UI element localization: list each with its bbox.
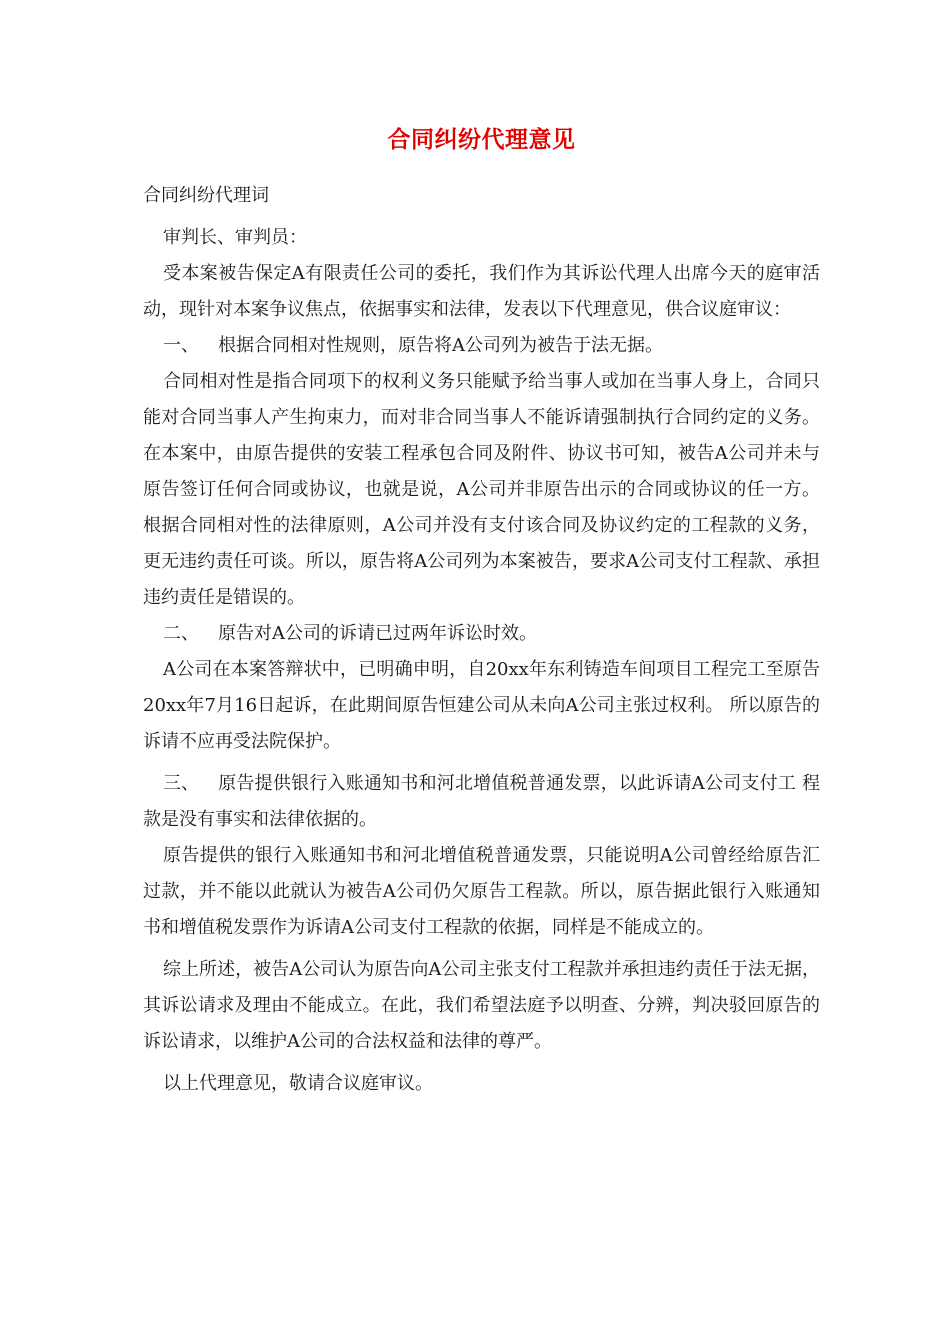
intro-paragraph: 受本案被告保定A有限责任公司的委托，我们作为其诉讼代理人出席今天的庭审活动，现针对本案争议焦点，依据事实和法律，发表以下代理意见，供合议庭审议：	[143, 263, 820, 320]
section-1-body: 合同相对性是指合同项下的权利义务只能赋予给当事人或加在当事人身上，合同只能对合同当事人产生拘束力，而对非合同当事人不能诉请强制执行合同约定的义务。在本案中，由原告提供的安装工程承包合同及附件、协议书可知，被告A公司并未与原告签订任何合同或协议，也就是说，A公司并非原告出示的合同或协议的任一方。根据合同相对性的法律原则，A公司并没有支付该合同及协议约定的工程款的义务，更无违约责任可谈。所以，原告将A公司列为本案被告，要求A公司支付工程款、承担违约责任是错误的。	[143, 371, 820, 608]
document-title: 合同纠纷代理意见	[387, 126, 576, 153]
section-3-body: 原告提供的银行入账通知书和河北增值税普通发票，只能说明A公司曾经给原告汇过款，并不能以此就认为被告A公司仍欠原告工程款。所以，原告据此银行入账通知书和增值税发票作为诉请A公司支付工程款的依据，同样是不能成立的。	[143, 845, 820, 938]
section-3-heading	[143, 766, 820, 838]
section-2-heading	[143, 616, 820, 652]
section-2-body: A公司在本案答辩状中，已明确申明，自20xx年东利铸造车间项目工程完工至原告20xx年7月16日起诉，在此期间原告恒建公司从未向A公司主张过权利。 所以原告的诉请不应再受法院保护。	[143, 659, 820, 752]
section-3-number: 三、	[163, 773, 199, 794]
document-subtitle: 合同纠纷代理词	[143, 185, 269, 206]
section-1-number: 一、	[163, 335, 199, 356]
section-1-heading-text: 根据合同相对性规则，原告将A公司列为被告于法无据。	[218, 335, 663, 356]
section-3-heading-text: 原告提供银行入账通知书和河北增值税普通发票，以此诉请A公司支付工 程款是没有事实和法律依据的。	[143, 773, 820, 830]
section-2-heading-text: 原告对A公司的诉请已过两年诉讼时效。	[218, 623, 537, 644]
section-2-number: 二、	[163, 623, 199, 644]
section-1-heading	[143, 328, 820, 364]
closing-paragraph: 以上代理意见，敬请合议庭审议。	[163, 1073, 433, 1094]
conclusion-paragraph: 综上所述，被告A公司认为原告向A公司主张支付工程款并承担违约责任于法无据，其诉讼请求及理由不能成立。在此，我们希望法庭予以明查、分辨，判决驳回原告的诉讼请求，以维护A公司的合法权益和法律的尊严。	[143, 959, 820, 1052]
salutation: 审判长、审判员：	[163, 227, 307, 248]
